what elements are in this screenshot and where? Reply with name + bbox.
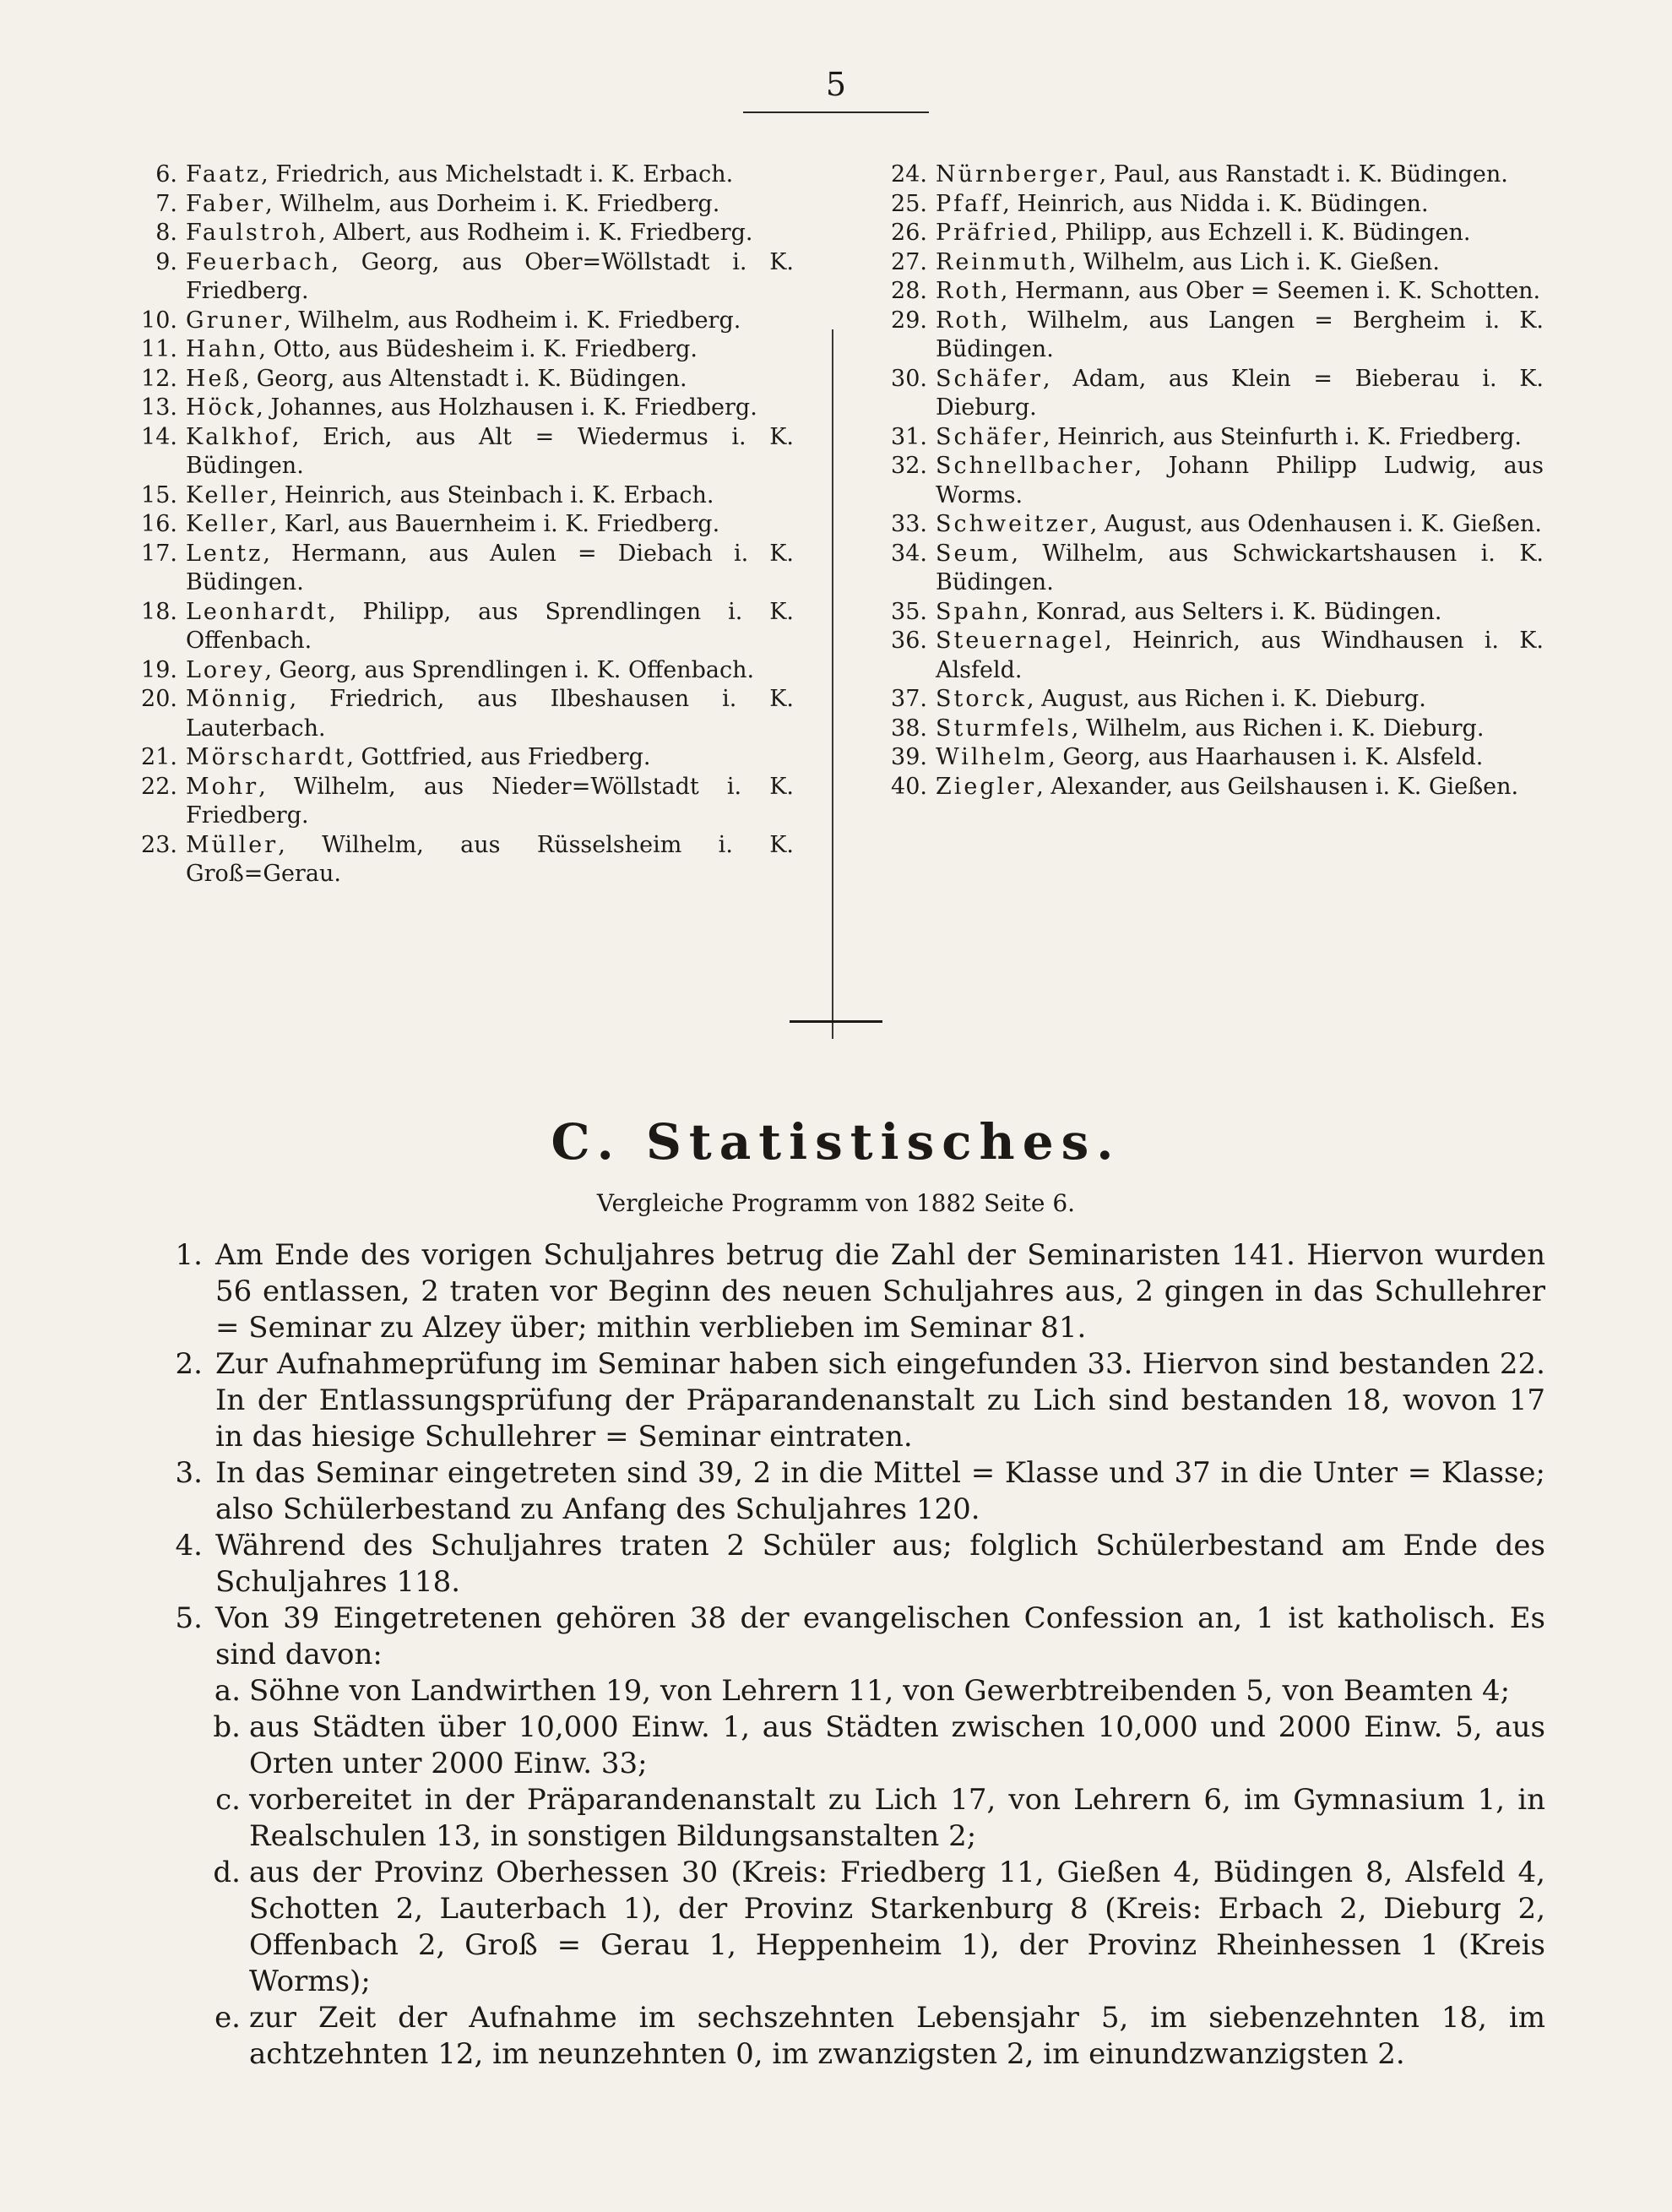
sub-item-text: aus der Provinz Oberhessen 30 (Kreis: Friedberg 11, Gießen 4, Büdingen 8, Alsfeld 4, Schotten 2, Lauterbach 1), der Provinz Starkenburg 8 (Kreis: Erbach 2, Dieburg 2, Offenbach 2, Groß = Gerau 1, Heppenheim 1), der Provinz Rheinhessen 1 (Kreis Worms); — [249, 1856, 1545, 1998]
entry-number: 12. — [141, 365, 177, 392]
entry-details: , Wilhelm, aus Lich i. K. Gießen. — [1068, 248, 1440, 275]
name-entry — [877, 510, 1544, 540]
entry-number: 15. — [141, 481, 177, 508]
entry-number: 9. — [155, 248, 177, 275]
stat-text: In das Seminar eingetreten sind 39, 2 in die Mittel = Klasse und 37 in die Unter = Klasse; also Schülerbestand zu Anfang des Schuljahres 120. — [215, 1456, 1545, 1526]
entry-surname: Mörschardt — [186, 744, 347, 770]
entry-surname: Müller — [186, 831, 279, 858]
entry-number: 32. — [891, 453, 927, 479]
entry-surname: Faatz — [186, 161, 262, 188]
entry-number: 10. — [141, 307, 177, 334]
entry-details: , Otto, aus Büdesheim i. K. Friedberg. — [258, 336, 698, 362]
stat-sub-list — [160, 1673, 1545, 2073]
entry-details: , Johannes, aus Holzhausen i. K. Friedberg. — [256, 394, 757, 421]
name-entry — [127, 365, 794, 394]
stat-sub-item — [160, 1673, 1545, 1709]
entry-surname: Lentz — [186, 540, 263, 567]
entry-surname: Faulstroh — [186, 220, 319, 246]
entry-details: , Heinrich, aus Steinfurth i. K. Friedberg. — [1042, 423, 1523, 450]
entry-number: 16. — [141, 511, 177, 537]
name-entry — [877, 773, 1544, 802]
name-entry — [877, 685, 1544, 715]
name-entry — [127, 335, 794, 365]
entry-number: 20. — [141, 686, 177, 712]
name-entry — [877, 307, 1544, 365]
entry-surname: Schäfer — [936, 423, 1043, 450]
entry-number: 25. — [891, 190, 927, 217]
entry-details: , Wilhelm, aus Schwickartshausen i. K. Büdingen. — [936, 540, 1544, 595]
name-entry — [877, 715, 1544, 744]
sub-item-text: zur Zeit der Aufnahme im sechszehnten Lebensjahr 5, im siebenzehnten 18, im achtzehnten 12, im neunzehnten 0, im zwanzigsten 2, im einundzwanzigsten 2. — [249, 2001, 1545, 2071]
entry-number: 37. — [891, 686, 927, 712]
entry-number: 34. — [891, 540, 927, 567]
stat-text: Während des Schuljahres traten 2 Schüler aus; folglich Schülerbestand am Ende des Schuljahres 118. — [215, 1529, 1545, 1599]
entry-number: 30. — [891, 365, 927, 392]
entry-details: , Wilhelm, aus Richen i. K. Dieburg. — [1071, 715, 1485, 742]
entry-surname: Schweitzer — [936, 511, 1090, 537]
entry-details: , Friedrich, aus Ilbeshausen i. K. Lauterbach. — [186, 686, 794, 742]
entry-surname: Kalkhof — [186, 423, 292, 450]
entry-details: , Adam, aus Klein = Bieberau i. K. Dieburg. — [936, 365, 1544, 421]
stat-item — [160, 1346, 1545, 1455]
sub-item-letter: d. — [213, 1856, 241, 1889]
name-entry — [127, 540, 794, 598]
entry-number: 39. — [891, 744, 927, 770]
header-rule — [743, 111, 929, 113]
entry-surname: Sturmfels — [936, 715, 1072, 742]
name-entry — [877, 190, 1544, 220]
entry-details: , Paul, aus Ranstadt i. K. Büdingen. — [1099, 161, 1508, 188]
stat-sub-item — [160, 2000, 1545, 2073]
sub-item-letter: a. — [214, 1674, 241, 1708]
name-entry — [877, 365, 1544, 423]
statistics-list — [160, 1237, 1545, 2073]
entry-number: 40. — [891, 773, 927, 800]
entry-number: 11. — [141, 336, 177, 362]
stat-text: Am Ende des vorigen Schuljahres betrug die Zahl der Seminaristen 141. Hiervon wurden 56 entlassen, 2 traten vor Beginn des neuen Schuljahres aus, 2 gingen in das Schullehrer = Seminar zu Alzey über; mithin verblieben im Seminar 81. — [215, 1238, 1545, 1345]
name-entry — [127, 307, 794, 336]
entry-surname: Lorey — [186, 656, 265, 683]
entry-details: , Erich, aus Alt = Wiedermus i. K. Büdingen. — [186, 423, 794, 479]
name-entry — [877, 540, 1544, 598]
entry-details: , Hermann, aus Aulen = Diebach i. K. Büdingen. — [186, 540, 794, 595]
stat-sub-item — [160, 1709, 1545, 1782]
name-entry — [877, 627, 1544, 685]
sub-item-letter: b. — [213, 1710, 241, 1744]
name-entry — [127, 190, 794, 220]
stat-number: 4. — [175, 1529, 203, 1563]
entry-surname: Spahn — [936, 598, 1022, 625]
entry-details: , Philipp, aus Sprendlingen i. K. Offenbach. — [186, 598, 794, 654]
section-divider — [790, 1020, 882, 1023]
entry-number: 6. — [155, 161, 177, 188]
stat-number: 1. — [175, 1238, 203, 1272]
entry-surname: Feuerbach — [186, 248, 332, 275]
name-entry — [877, 743, 1544, 773]
name-entry — [127, 510, 794, 540]
entry-details: , Georg, aus Ober=Wöllstadt i. K. Friedberg. — [186, 248, 794, 304]
entry-details: , Heinrich, aus Steinbach i. K. Erbach. — [269, 481, 714, 508]
name-entry — [127, 685, 794, 743]
sub-item-text: vorbereitet in der Präparandenanstalt zu Lich 17, von Lehrern 6, im Gymnasium 1, in Realschulen 13, in sonstigen Bildungsanstalten 2; — [249, 1783, 1545, 1853]
entry-details: , August, aus Odenhausen i. K. Gießen. — [1089, 511, 1542, 537]
name-entry — [127, 394, 794, 423]
sub-item-letter: e. — [214, 2001, 241, 2035]
name-entry — [127, 773, 794, 831]
entry-number: 38. — [891, 715, 927, 742]
entry-number: 24. — [891, 161, 927, 188]
entry-surname: Faber — [186, 190, 266, 217]
name-entry — [877, 452, 1544, 510]
entry-details: , Wilhelm, aus Langen = Bergheim i. K. Büdingen. — [936, 307, 1544, 362]
entry-number: 21. — [141, 744, 177, 770]
column-divider — [832, 329, 833, 1039]
entry-surname: Pfaff — [936, 190, 1003, 217]
entry-surname: Nürnberger — [936, 161, 1099, 188]
entry-number: 27. — [891, 248, 927, 275]
stat-number: 3. — [175, 1456, 203, 1490]
entry-surname: Mohr — [186, 773, 259, 800]
entry-surname: Wilhelm — [936, 744, 1049, 770]
entry-number: 14. — [141, 423, 177, 450]
stat-text: Zur Aufnahmeprüfung im Seminar haben sich eingefunden 33. Hiervon sind bestanden 22. In der Entlassungsprüfung der Präparandenanstalt zu Lich sind bestanden 18, wovon 17 in das hiesige Schullehrer = Seminar eintraten. — [215, 1347, 1545, 1454]
sub-item-text: Söhne von Landwirthen 19, von Lehrern 11, von Gewerbtreibenden 5, von Beamten 4; — [249, 1674, 1511, 1708]
names-column-right — [877, 160, 1544, 802]
entry-details: , Georg, aus Haarhausen i. K. Alsfeld. — [1048, 744, 1484, 770]
stat-sub-item — [160, 1782, 1545, 1855]
stat-item — [160, 1455, 1545, 1528]
entry-details: , Alexander, aus Geilshausen i. K. Gießen. — [1036, 773, 1519, 800]
entry-details: , Johann Philipp Ludwig, aus Worms. — [936, 453, 1544, 508]
stat-number: 5. — [175, 1601, 203, 1635]
name-entry — [127, 598, 794, 656]
entry-surname: Schäfer — [936, 365, 1043, 392]
entry-details: , Karl, aus Bauernheim i. K. Friedberg. — [269, 511, 720, 537]
entry-details: , Wilhelm, aus Dorheim i. K. Friedberg. — [265, 190, 720, 217]
name-entry — [877, 219, 1544, 248]
entry-details: , Heinrich, aus Windhausen i. K. Alsfeld. — [936, 628, 1544, 683]
stat-sub-item — [160, 1855, 1545, 2000]
sub-item-text: aus Städten über 10,000 Einw. 1, aus Städten zwischen 10,000 und 2000 Einw. 5, aus Orten unter 2000 Einw. 33; — [249, 1710, 1545, 1780]
names-column-left — [127, 160, 794, 889]
name-entry — [877, 248, 1544, 278]
entry-number: 7. — [155, 190, 177, 217]
entry-surname: Keller — [186, 481, 270, 508]
names-list — [0, 160, 1672, 971]
entry-surname: Keller — [186, 511, 270, 537]
section-reference: Vergleiche Programm von 1882 Seite 6. — [596, 1189, 1076, 1217]
name-entry — [877, 160, 1544, 190]
entry-surname: Seum — [936, 540, 1012, 567]
entry-number: 28. — [891, 278, 927, 304]
entry-surname: Mönnig — [186, 686, 290, 712]
entry-details: , August, aus Richen i. K. Dieburg. — [1027, 686, 1426, 712]
entry-surname: Roth — [936, 307, 1001, 334]
entry-number: 35. — [891, 598, 927, 625]
sub-item-letter: c. — [215, 1783, 241, 1817]
entry-details: , Albert, aus Rodheim i. K. Friedberg. — [318, 220, 753, 246]
stat-text: Von 39 Eingetretenen gehören 38 der evangelischen Confession an, 1 ist katholisch. Es sind davon: — [215, 1601, 1545, 1671]
entry-surname: Ziegler — [936, 773, 1037, 800]
entry-number: 22. — [141, 773, 177, 800]
entry-details: , Hermann, aus Ober = Seemen i. K. Schotten. — [1000, 278, 1541, 304]
name-entry — [877, 598, 1544, 628]
entry-surname: Storck — [936, 686, 1027, 712]
entry-details: , Georg, aus Altenstadt i. K. Büdingen. — [242, 365, 687, 392]
entry-surname: Leonhardt — [186, 598, 329, 625]
entry-surname: Gruner — [186, 307, 285, 334]
name-entry — [127, 219, 794, 248]
entry-details: , Heinrich, aus Nidda i. K. Büdingen. — [1002, 190, 1429, 217]
entry-surname: Heß — [186, 365, 242, 392]
name-entry — [877, 277, 1544, 307]
entry-number: 36. — [891, 628, 927, 654]
entry-details: , Wilhelm, aus Nieder=Wöllstadt i. K. Friedberg. — [186, 773, 794, 829]
entry-surname: Roth — [936, 278, 1001, 304]
entry-details: , Gottfried, aus Friedberg. — [346, 744, 651, 770]
entry-surname: Schnellbacher — [936, 453, 1135, 479]
page-number: 5 — [825, 66, 847, 103]
entry-number: 13. — [141, 394, 177, 421]
entry-number: 29. — [891, 307, 927, 334]
entry-number: 31. — [891, 423, 927, 450]
name-entry — [127, 831, 794, 889]
entry-details: , Georg, aus Sprendlingen i. K. Offenbach. — [264, 656, 755, 683]
name-entry — [127, 160, 794, 190]
stat-item — [160, 1528, 1545, 1601]
entry-surname: Hahn — [186, 336, 259, 362]
entry-details: , Friedrich, aus Michelstadt i. K. Erbach. — [261, 161, 734, 188]
entry-number: 19. — [141, 656, 177, 683]
entry-number: 17. — [141, 540, 177, 567]
entry-details: , Philipp, aus Echzell i. K. Büdingen. — [1050, 220, 1471, 246]
name-entry — [127, 743, 794, 773]
entry-surname: Präfried — [936, 220, 1050, 246]
stat-item — [160, 1601, 1545, 1673]
name-entry — [127, 248, 794, 307]
entry-surname: Steuernagel — [936, 628, 1105, 654]
entry-number: 18. — [141, 598, 177, 625]
entry-number: 8. — [155, 220, 177, 246]
entry-number: 23. — [141, 831, 177, 858]
name-entry — [127, 481, 794, 511]
entry-details: , Konrad, aus Selters i. K. Büdingen. — [1021, 598, 1442, 625]
name-entry — [127, 423, 794, 481]
entry-details: , Wilhelm, aus Rodheim i. K. Friedberg. — [284, 307, 741, 334]
entry-number: 26. — [891, 220, 927, 246]
entry-surname: Höck — [186, 394, 257, 421]
name-entry — [127, 656, 794, 686]
name-entry — [877, 423, 1544, 453]
entry-details: , Wilhelm, aus Rüsselsheim i. K. Groß=Gerau. — [186, 831, 794, 887]
stat-item — [160, 1237, 1545, 1346]
stat-number: 2. — [175, 1347, 203, 1381]
section-heading: C. Statistisches. — [551, 1113, 1121, 1171]
entry-number: 33. — [891, 511, 927, 537]
entry-surname: Reinmuth — [936, 248, 1069, 275]
